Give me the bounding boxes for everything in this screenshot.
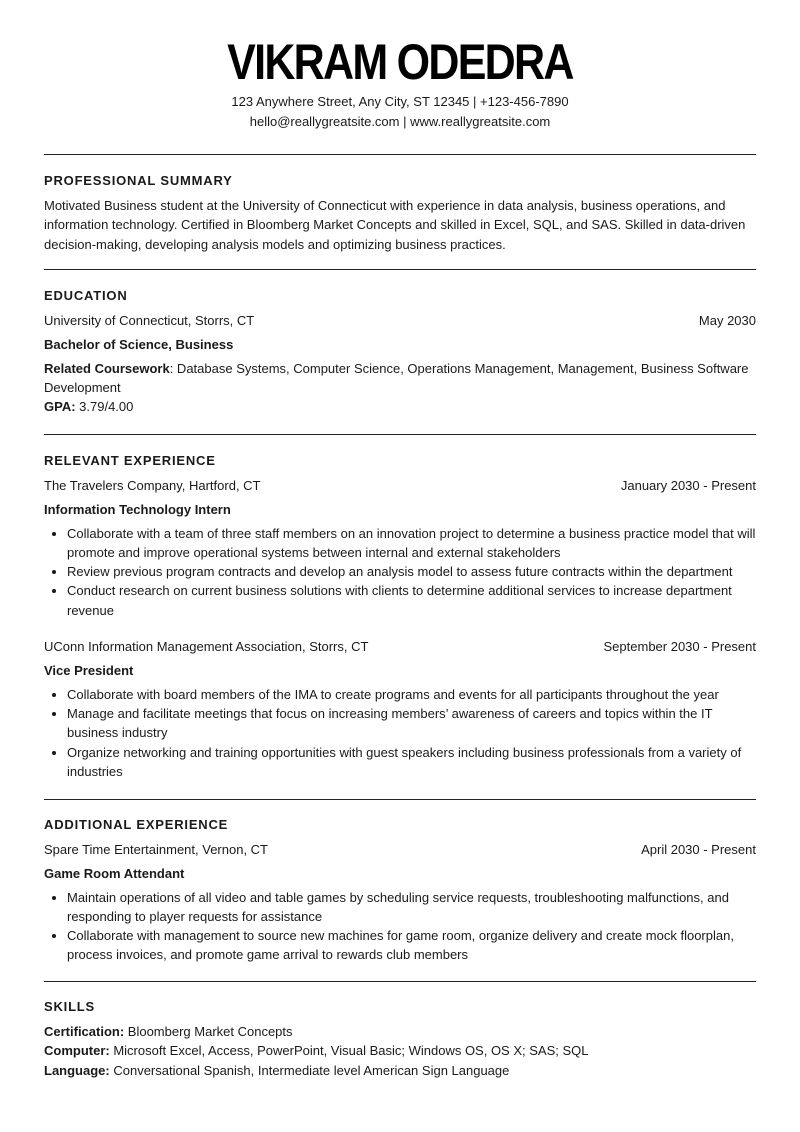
job-organization: The Travelers Company, Hartford, CT bbox=[44, 478, 261, 493]
resume-header bbox=[0, 0, 800, 131]
coursework-list: : Database Systems, Computer Science, Operations Management, Management, Business Software Development bbox=[44, 360, 749, 395]
skill-value: Conversational Spanish, Intermediate level American Sign Language bbox=[109, 1062, 510, 1078]
divider bbox=[44, 981, 756, 982]
job-bullets bbox=[44, 685, 756, 781]
divider bbox=[44, 434, 756, 435]
skill-value: Bloomberg Market Concepts bbox=[124, 1024, 293, 1039]
job-bullets bbox=[44, 888, 756, 965]
summary-section bbox=[44, 173, 756, 254]
graduation-date: May 2030 bbox=[698, 313, 756, 328]
contact-info bbox=[0, 92, 800, 131]
job-bullets bbox=[44, 524, 756, 620]
skill-label: Language: bbox=[44, 1062, 110, 1078]
job-date: September 2030 - Present bbox=[603, 639, 756, 655]
list-item: • Collaborate with board members of the IMA to create programs and events for all participants throughout the year bbox=[67, 685, 756, 704]
job-role: Information Technology Intern bbox=[44, 502, 231, 518]
relevant-experience-section bbox=[44, 453, 756, 781]
job-organization: Spare Time Entertainment, Vernon, CT bbox=[44, 842, 268, 857]
coursework bbox=[44, 359, 756, 398]
skill-row bbox=[44, 1061, 756, 1080]
education-row bbox=[44, 311, 756, 330]
coursework-label: Related Coursework bbox=[44, 360, 170, 376]
job-date: January 2030 - Present bbox=[620, 478, 756, 493]
list-item: • Manage and facilitate meetings that focus on increasing members’ awareness of careers and topics within the IT business industry bbox=[67, 704, 756, 743]
list-item: • Collaborate with a team of three staff members on an innovation project to determine a business practice model that will promote and improve operational systems between internal and external stakeholders bbox=[67, 524, 756, 563]
list-item: • Organize networking and training opportunities with guest speakers including business professionals from a variety of industries bbox=[67, 743, 756, 782]
skill-row bbox=[44, 1041, 756, 1060]
divider bbox=[44, 799, 756, 800]
skill-label: Certification: bbox=[44, 1024, 125, 1039]
skills-section bbox=[44, 999, 756, 1080]
additional-experience-section bbox=[44, 817, 756, 965]
gpa bbox=[44, 397, 756, 416]
list-item: • Collaborate with management to source new machines for game room, organize delivery and create mock floorplan, process invoices, and promote game arrival to rewards club members bbox=[67, 926, 756, 965]
skill-row bbox=[44, 1022, 756, 1041]
job-header bbox=[44, 840, 756, 859]
education-section bbox=[44, 288, 756, 416]
job-header bbox=[44, 476, 756, 495]
divider bbox=[44, 154, 756, 155]
job-entry bbox=[44, 476, 756, 620]
job-organization: UConn Information Management Association, Storrs, CT bbox=[44, 639, 369, 655]
divider bbox=[44, 269, 756, 270]
skill-label: Computer: bbox=[44, 1043, 110, 1059]
email-website-line: hello@reallygreatsite.com | www.reallygreatsite.com bbox=[249, 113, 551, 129]
section-title: PROFESSIONAL SUMMARY bbox=[44, 173, 233, 188]
job-role: Vice President bbox=[44, 663, 134, 679]
job-role: Game Room Attendant bbox=[44, 866, 185, 882]
candidate-name: VIKRAM ODEDRA bbox=[227, 34, 573, 90]
section-title: RELEVANT EXPERIENCE bbox=[44, 453, 216, 468]
section-title: EDUCATION bbox=[44, 288, 128, 303]
school-name: University of Connecticut, Storrs, CT bbox=[44, 313, 255, 328]
skill-value: Microsoft Excel, Access, PowerPoint, Visual Basic; Windows OS, OS X; SAS; SQL bbox=[109, 1043, 589, 1059]
address-phone-line: 123 Anywhere Street, Any City, ST 12345 | +123-456-7890 bbox=[231, 94, 569, 109]
section-title: SKILLS bbox=[44, 999, 96, 1014]
job-header bbox=[44, 637, 756, 656]
degree-title: Bachelor of Science, Business bbox=[44, 337, 234, 353]
section-title: ADDITIONAL EXPERIENCE bbox=[44, 817, 229, 832]
list-item: • Maintain operations of all video and table games by scheduling service requests, troubleshooting malfunctions, and responding to player requests for assistance bbox=[67, 888, 756, 927]
gpa-label: GPA: bbox=[44, 399, 76, 415]
summary-text: Motivated Business student at the University of Connecticut with experience in data analysis, business operations, and information technology. Certified in Bloomberg Market Concepts and skilled in Excel, SQL, and SAS. Skilled in data-driven decision-making, developing analysis models and optimizing business practices. bbox=[44, 198, 746, 252]
list-item: • Conduct research on current business solutions with clients to determine additional services to increase department revenue bbox=[67, 581, 756, 620]
list-item: • Review previous program contracts and develop an analysis model to assess future contracts within the department bbox=[67, 562, 756, 581]
job-date: April 2030 - Present bbox=[641, 842, 756, 857]
job-entry bbox=[44, 637, 756, 781]
gpa-value: 3.79/4.00 bbox=[75, 399, 134, 415]
